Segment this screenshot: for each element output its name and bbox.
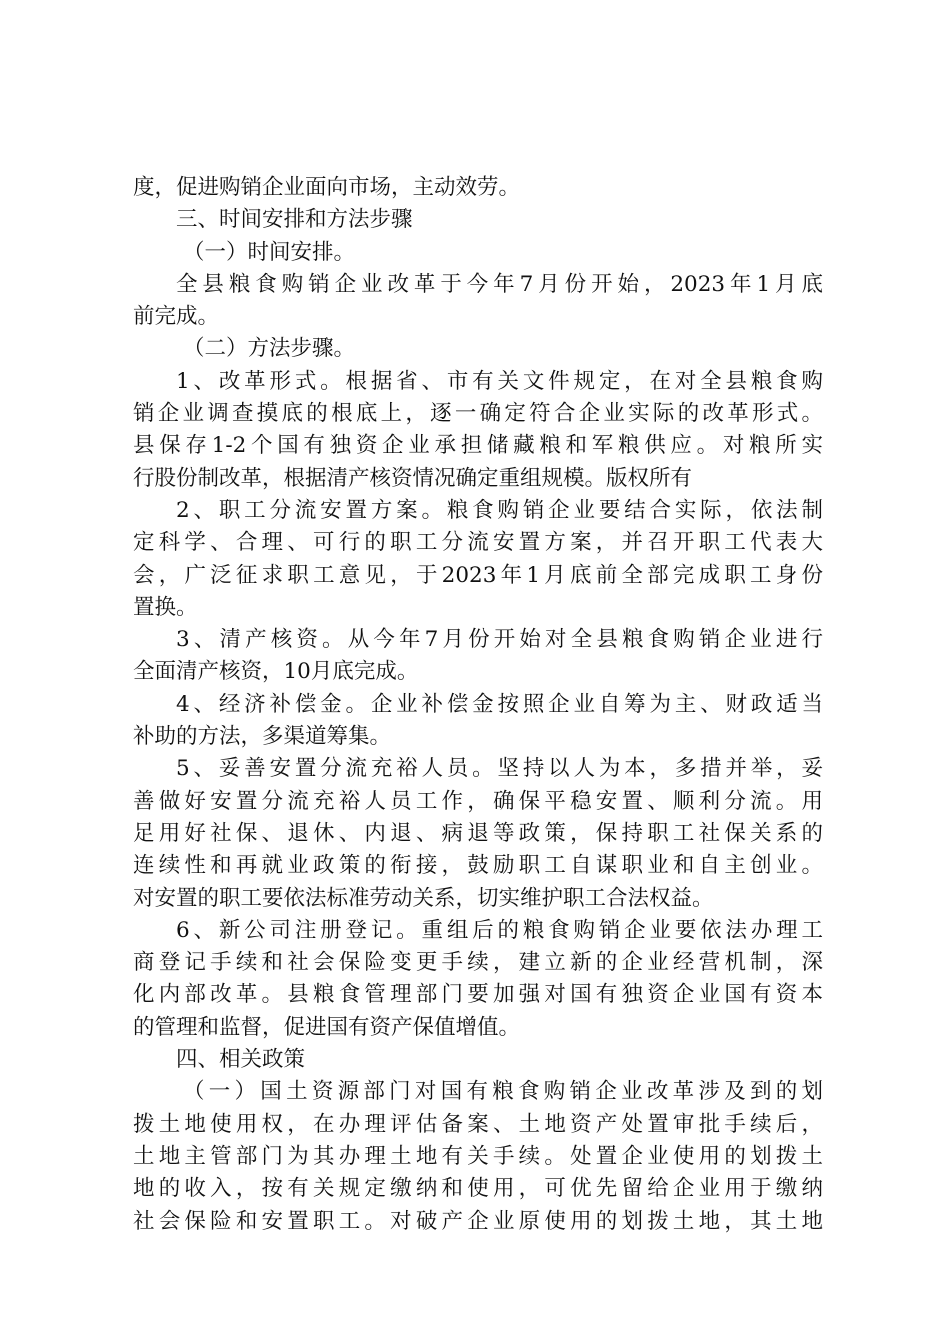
text-line: 行股份制改革，根据清产核资情况确定重组规模。版权所有 [133,465,693,491]
text-line: 拨土地使用权，在办理评估备案、土地资产处置审批手续后， [133,1111,823,1137]
text-line: 置换。 [133,594,198,620]
text-line: （一）国土资源部门对国有粮食购销企业改革涉及到的划 [183,1079,823,1105]
text-line: 四、相关政策 [176,1047,306,1073]
text-line: 前完成。 [133,304,220,330]
text-line: 度，促进购销企业面向市场，主动效劳。 [133,175,521,200]
text-line: 足用好社保、退休、内退、病退等政策，保持职工社保关系的 [133,820,823,846]
text-line: 地的收入，按有关规定缴纳和使用，可优先留给企业用于缴纳 [133,1176,823,1202]
text-line: 销企业调查摸底的根底上，逐一确定符合企业实际的改革形式。 [133,401,823,427]
text-line: （一）时间安排。 [183,239,356,265]
text-line: 全面清产核资，10月底完成。 [133,659,419,685]
text-line: 2、职工分流安置方案。粮食购销企业要结合实际，依法制 [176,497,823,523]
text-line: 4、经济补偿金。企业补偿金按照企业自筹为主、财政适当 [176,691,823,717]
text-line: 1、改革形式。根据省、市有关文件规定，在对全县粮食购 [176,368,823,394]
document-body [133,172,823,1238]
text-line: 化内部改革。县粮食管理部门要加强对国有独资企业国有资本 [133,982,823,1008]
text-line: 定科学、合理、可行的职工分流安置方案，并召开职工代表大 [133,530,823,556]
text-line: 对安置的职工要依法标准劳动关系，切实维护职工合法权益。 [133,885,714,911]
text-line: 三、时间安排和方法步骤 [176,207,413,233]
text-line: 会，广泛征求职工意见，于2023年1月底前全部完成职工身份 [133,562,823,588]
text-line: 5、妥善安置分流充裕人员。坚持以人为本，多措并举，妥 [176,756,823,782]
text-line: 社会保险和安置职工。对破产企业原使用的划拨土地，其土地 [133,1208,823,1234]
text-line: 土地主管部门为其办理土地有关手续。处置企业使用的划拨土 [133,1143,823,1169]
text-line: 全县粮食购销企业改革于今年7月份开始，2023年1月底 [176,271,823,297]
text-line: 3、清产核资。从今年7月份开始对全县粮食购销企业进行 [176,627,823,653]
text-line: 连续性和再就业政策的衔接，鼓励职工自谋职业和自主创业。 [133,853,823,879]
text-line: 6、新公司注册登记。重组后的粮食购销企业要依法办理工 [176,917,823,943]
text-line: 县保存1-2个国有独资企业承担储藏粮和军粮供应。对粮所实 [133,433,823,459]
text-line: （二）方法步骤。 [183,336,356,362]
text-line: 善做好安置分流充裕人员工作，确保平稳安置、顺利分流。用 [133,788,823,814]
text-line: 补助的方法，多渠道筹集。 [133,724,392,750]
text-line: 商登记手续和社会保险变更手续，建立新的企业经营机制，深 [133,950,823,976]
text-line: 的管理和监督，促进国有资产保值增值。 [133,1014,521,1040]
